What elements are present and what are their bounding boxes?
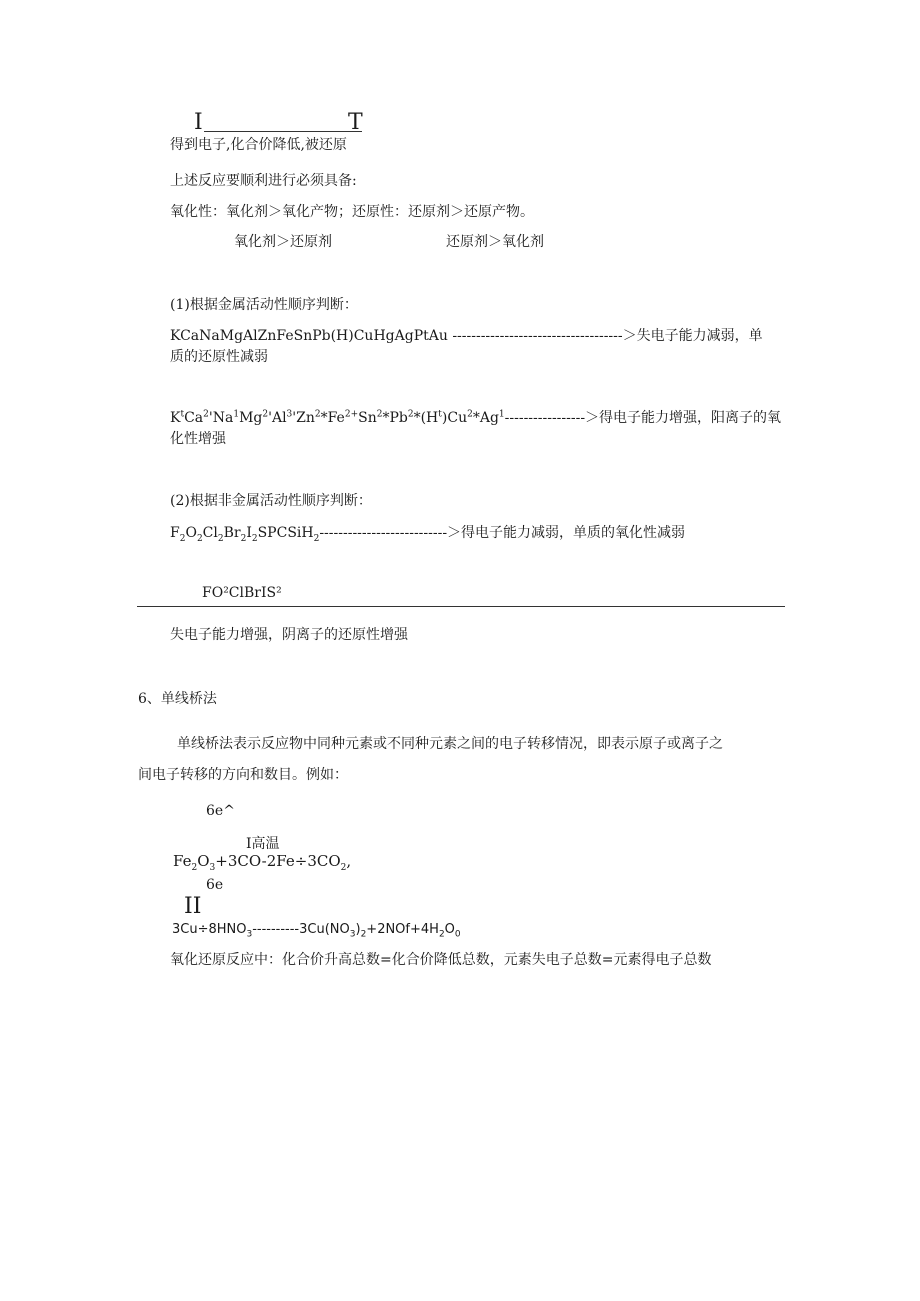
anion-divider (137, 606, 785, 607)
metal-sequence-line1: KCaNaMgAlZnFeSnPb(H)CuHgAgPtAu ------------------------------------＞失电子能力减弱，单 (170, 328, 763, 344)
example2-mark: II (184, 894, 202, 919)
condition-text: 上述反应要顺利进行必须具备: (170, 173, 357, 189)
anion-row: FO²ClBrIS² (202, 585, 282, 601)
nonmetal-sequence: $F_2O_2Cl_2Br_2I_2SPCSiH_2--------------------------->$得电子能力减弱，单质的氧化性减弱 (170, 525, 686, 544)
section6-para-line1: 单线桥法表示反应物中同种元素或不同种元素之间的电子转移情况，即表示原子或离子之 (177, 736, 723, 752)
bracket-left-mark: I (194, 110, 203, 135)
bracket-line (204, 131, 362, 132)
metal-heading: (1)根据金属活动性顺序判断： (170, 297, 358, 313)
cation-sequence-line2: 化性增强 (170, 431, 226, 447)
properties-text: 氧化性：氧化剂＞氧化产物；还原性：还原剂＞还原产物。 (170, 204, 534, 220)
bracket-caption: 得到电子,化合价降低,被还原 (170, 137, 347, 153)
metal-sequence-line2: 质的还原性减弱 (170, 349, 268, 365)
section6-heading: 6、单线桥法 (138, 691, 217, 707)
example2-equation: $3Cu\div 8HNO_3----------3Cu(NO_3)_2+2NOf+4H_2O_0$ (172, 922, 461, 940)
example1-electron-label: 6e^ (206, 803, 235, 819)
nonmetal-heading: (2)根据非金属活动性顺序判断： (170, 493, 372, 509)
bracket-right-mark: T (348, 110, 363, 135)
section6-para-line2: 间电子转移的方向和数目。例如： (138, 767, 348, 783)
cation-sequence: $K^tCa^2'Na^1Mg^2'Al^3'Zn^2*Fe^{2+}Sn^2*Pb^2*(H^t)Cu^2*Ag^1----------------->$得电子能力增强，阳离子的氧 (170, 409, 782, 426)
anion-result: 失电子能力增强，阴离子的还原性增强 (170, 627, 408, 643)
compare-left: 氧化剂＞还原剂 (234, 234, 332, 250)
conclusion-text: 氧化还原反应中：化合价升高总数=化合价降低总数，元素失电子总数=元素得电子总数 (170, 952, 712, 968)
example2-electron-label: 6e (206, 877, 224, 893)
example1-equation: $Fe_2O_3+3CO-2Fe\div 3CO_2$, (173, 852, 352, 873)
example1-condition: I高温 (246, 836, 280, 852)
compare-right: 还原剂＞氧化剂 (446, 234, 544, 250)
